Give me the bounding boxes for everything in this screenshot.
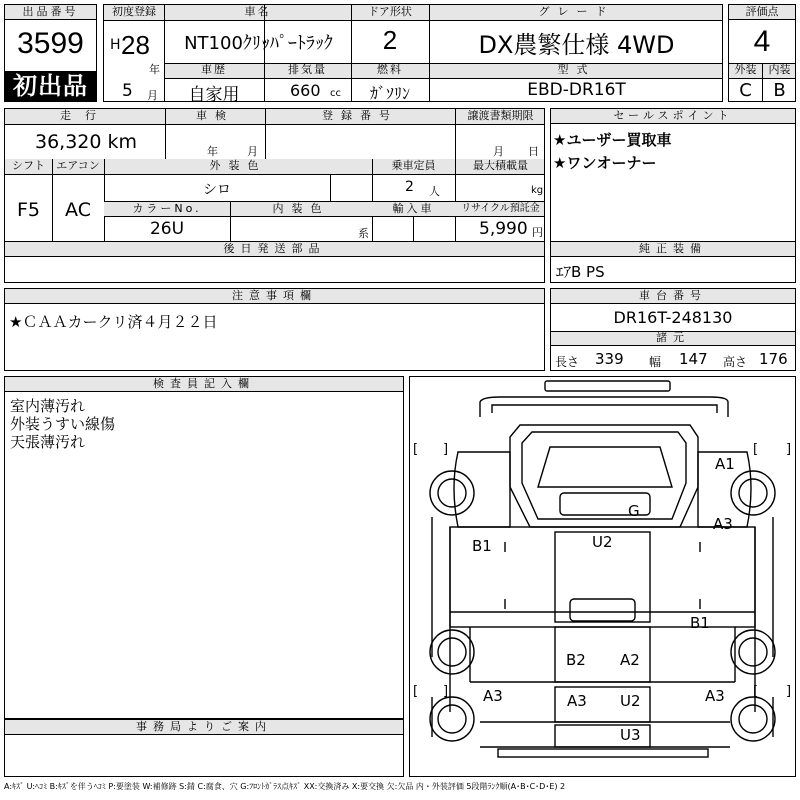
ext-score-label: 外装 (734, 63, 757, 76)
ext-score-value: C (739, 80, 752, 101)
transfer-deadline-label: 譲渡書類期限 (467, 109, 534, 122)
vehicle-diagram (410, 377, 795, 776)
inspection-label: 車検 (196, 109, 234, 122)
notes-box (4, 288, 545, 371)
specs-label: 諸元 (656, 331, 690, 344)
genuine-equipment-value: ｴｱB PS (556, 263, 605, 281)
interior-color-label: 内装色 (272, 202, 330, 215)
length-label: 長さ (555, 355, 580, 369)
height-label: 高さ (723, 355, 748, 369)
later-parts-label: 後日発送部品 (5, 242, 544, 257)
recycle-value: 5,990 (479, 219, 528, 239)
first-reg-era: H (110, 37, 121, 53)
bracket-right-top-close: ] (786, 442, 792, 457)
inspector-line-3: 天張薄汚れ (10, 433, 86, 451)
score-value: 4 (753, 25, 771, 58)
grade-label: グレード (538, 5, 615, 18)
length-value: 339 (595, 350, 624, 368)
history-label: 車歴 (201, 63, 227, 76)
damage-mark-g: G (628, 502, 640, 520)
height-value: 176 (759, 350, 788, 368)
max-load-label: 最大積載量 (473, 159, 528, 172)
exterior-color-value: シロ (203, 182, 231, 198)
color-no-value: 26U (149, 219, 185, 239)
bracket-left-bottom-open: [ (413, 684, 419, 699)
details-grid (4, 108, 545, 242)
first-reg-label: 初度登録 (112, 5, 156, 18)
capacity-value: 2 (405, 179, 414, 195)
reg-number-label: 登録番号 (322, 109, 398, 122)
score-label: 評価点 (729, 5, 795, 20)
bracket-right-top-open: [ (753, 442, 759, 457)
damage-mark-u2-tailgate: U2 (620, 692, 641, 710)
import-label: 輸入車 (392, 202, 435, 215)
damage-legend: A:ｷｽﾞ U:ﾍｺﾐ B:ｷｽﾞを伴うﾍｺﾐ P:要塗装 W:補修跡 S:錆 C:腐食、穴 G:ﾌﾛﾝﾄｶﾞﾗｽ点ｷｽﾞ XX:交換済み X:要交換 欠:欠品 内・外装評価 5段階ﾗﾝｸ順(A･B･C･D･E) 2 (4, 782, 566, 791)
recycle-label: リサイクル預託金 (461, 203, 540, 214)
damage-mark-b1-left: B1 (472, 537, 492, 555)
bracket-right-bottom-close: ] (786, 684, 792, 699)
car-name-label: 車名 (244, 5, 271, 18)
damage-mark-b2: B2 (566, 651, 586, 669)
first-reg-year: 28 (121, 30, 150, 60)
damage-mark-a3-rear-right: A3 (705, 687, 725, 705)
damage-mark-a3-tailgate: A3 (567, 692, 587, 710)
shift-value: F5 (16, 199, 41, 221)
notes-label: 注意事項欄 (5, 289, 544, 304)
damage-diagram-box (409, 376, 796, 777)
damage-mark-a1: A1 (715, 455, 735, 473)
mileage-label: 走行 (60, 109, 110, 122)
bracket-right-bottom-open: [ (753, 684, 759, 699)
chassis-label: 車台番号 (551, 289, 795, 304)
sales-point-1: ★ユーザー買取車 (553, 131, 672, 149)
displacement-unit: cc (330, 88, 341, 99)
interior-color-unit: 系 (358, 227, 369, 240)
inspector-label: 検査員記入欄 (5, 377, 403, 392)
sales-point-2: ★ワンオーナー (553, 154, 657, 172)
bracket-left-top-open: [ (413, 442, 419, 457)
aircon-label: エアコン (56, 159, 100, 172)
transfer-month-unit: 月 (493, 145, 504, 158)
model-code-label: 型式 (557, 63, 596, 76)
int-score-label: 内装 (768, 63, 791, 76)
genuine-equipment-box (550, 241, 796, 283)
capacity-unit: 人 (429, 185, 440, 198)
damage-mark-a3-front-right: A3 (713, 515, 733, 533)
genuine-equipment-label: 純正装備 (551, 242, 795, 257)
office-notice-label: 事務局よりご案内 (5, 720, 403, 735)
notes-value: ★ＣＡＡカークリ済４月２２日 (9, 313, 218, 331)
inspection-month-unit: 月 (247, 145, 258, 158)
exterior-color-label: 外装色 (209, 159, 267, 172)
first-reg-month: 5 (122, 81, 133, 101)
int-score-value: B (773, 80, 786, 101)
inspector-box (4, 376, 404, 719)
shift-label: シフト (12, 159, 45, 172)
bracket-left-bottom-close: ] (443, 684, 449, 699)
score-box (728, 4, 796, 102)
inspector-line-1: 室内薄汚れ (10, 397, 86, 415)
capacity-label: 乗車定員 (391, 159, 436, 172)
first-reg-year-unit: 年 (149, 63, 160, 76)
displacement-value: 660 (290, 81, 321, 100)
office-notice-box (4, 719, 404, 777)
model-code-value: EBD-DR16T (527, 80, 626, 100)
color-no-label: カラーNo. (132, 202, 202, 215)
inspector-line-2: 外装うすい線傷 (10, 415, 116, 433)
door-type-label: ドア形状 (368, 5, 412, 18)
vehicle-info-grid (103, 4, 723, 105)
sales-points-label: セールスポイント (551, 109, 795, 124)
history-value: 自家用 (188, 85, 240, 105)
lot-number-box (4, 4, 97, 102)
damage-mark-a2: A2 (620, 651, 640, 669)
width-value: 147 (679, 350, 708, 368)
first-listing-badge: 初出品 (5, 71, 96, 101)
aircon-value: AC (65, 199, 91, 221)
bracket-left-top-close: ] (443, 442, 449, 457)
damage-mark-u3: U3 (620, 726, 641, 744)
damage-mark-b1-right: B1 (690, 614, 710, 632)
chassis-box (550, 288, 796, 371)
lot-number-label: 出品番号 (5, 5, 96, 20)
mileage-value: 36,320 km (35, 131, 138, 153)
width-label: 幅 (649, 355, 662, 369)
grade-value: DX農繁仕様 4WD (478, 31, 675, 59)
door-type-value: 2 (382, 25, 398, 55)
max-load-unit: kg (531, 185, 544, 196)
damage-mark-u2-bed: U2 (592, 533, 613, 551)
fuel-label: 燃料 (377, 63, 403, 76)
chassis-value: DR16T-248130 (613, 308, 733, 327)
recycle-unit: 円 (532, 226, 543, 239)
car-name-value: NT100ｸﾘｯﾊﾟｰﾄﾗｯｸ (184, 33, 333, 54)
lot-number: 3599 (17, 27, 84, 60)
first-reg-month-unit: 月 (147, 89, 158, 102)
inspection-year-unit: 年 (207, 145, 218, 158)
sales-points-box (550, 108, 796, 242)
damage-mark-a3-rear-left: A3 (483, 687, 503, 705)
fuel-value: ｶﾞｿﾘﾝ (369, 84, 410, 103)
displacement-label: 排気量 (288, 63, 327, 76)
transfer-day-unit: 日 (528, 145, 539, 158)
later-parts-box (4, 241, 545, 283)
